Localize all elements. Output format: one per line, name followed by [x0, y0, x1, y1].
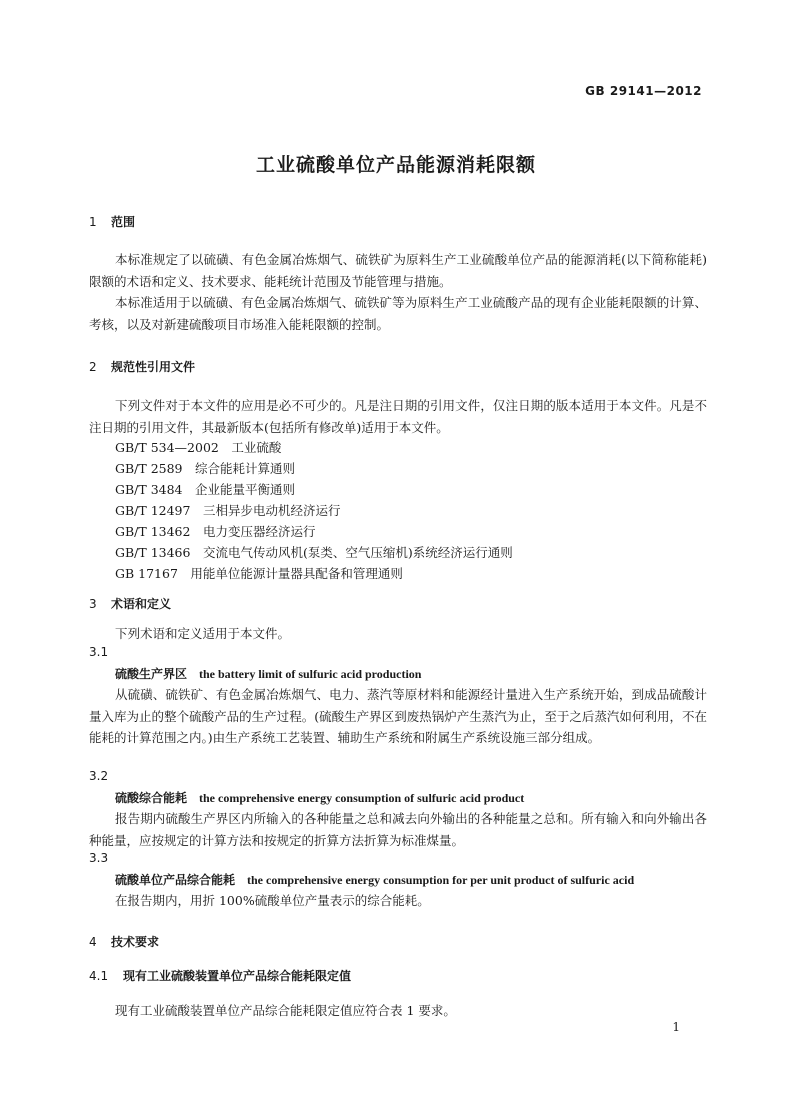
standard-code: GB 29141—2012	[585, 84, 702, 98]
subsection-title: 现有工业硫酸装置单位产品综合能耗限定值	[123, 969, 352, 983]
section-number: 1	[89, 215, 97, 229]
reference-item: GB/T 13462 电力变压器经济运行	[115, 524, 316, 539]
section-number: 2	[89, 360, 97, 374]
term-zh: 硫酸综合能耗	[115, 791, 188, 805]
section-title: 技术要求	[111, 935, 160, 949]
section-title: 规范性引用文件	[111, 360, 196, 374]
section-title: 术语和定义	[111, 597, 172, 611]
section-1-paragraph-2: 本标准适用于以硫磺、有色金属冶炼烟气、硫铁矿等为原料生产工业硫酸产品的现有企业能耗限额的计算、考核，以及对新建硫酸项目市场准入能耗限额的控制。	[89, 295, 707, 332]
clause-number: 3.2	[89, 769, 109, 783]
section-number: 3	[89, 597, 97, 611]
term-en: the comprehensive energy consumption for per unit product of sulfuric acid	[247, 873, 635, 887]
reference-item: GB/T 534—2002 工业硫酸	[115, 440, 282, 455]
term-heading	[115, 789, 524, 806]
section-number: 4	[89, 935, 97, 949]
section-1-heading	[89, 213, 135, 230]
reference-item: GB/T 3484 企业能量平衡通则	[115, 482, 296, 497]
reference-item: GB 17167 用能单位能源计量器具配备和管理通则	[115, 566, 403, 581]
term-zh: 硫酸生产界区	[115, 667, 188, 681]
term-zh: 硫酸单位产品综合能耗	[115, 873, 236, 887]
term-en: the comprehensive energy consumption of sulfuric acid product	[199, 791, 525, 805]
term-definition: 报告期内硫酸生产界区内所输入的各种能量之总和减去向外输出的各种能量之总和。所有输入和向外输出各种能量，应按规定的计算方法和按规定的折算方法折算为标准煤量。	[89, 811, 707, 848]
reference-item: GB/T 12497 三相异步电动机经济运行	[115, 503, 341, 518]
clause-number: 3.1	[89, 645, 109, 659]
term-definition: 在报告期内，用折 100%硫酸单位产量表示的综合能耗。	[115, 893, 430, 908]
section-4-paragraph-1: 现有工业硫酸装置单位产品综合能耗限定值应符合表 1 要求。	[115, 1003, 456, 1018]
reference-item: GB/T 2589 综合能耗计算通则	[115, 461, 296, 476]
section-2-paragraph-1: 下列文件对于本文件的应用是必不可少的。凡是注日期的引用文件，仅注日期的版本适用于本文件。凡是不注日期的引用文件，其最新版本(包括所有修改单)适用于本文件。	[89, 398, 707, 435]
document-title: 工业硫酸单位产品能源消耗限额	[255, 154, 536, 176]
section-title: 范围	[111, 215, 136, 229]
subsection-4-1-heading	[89, 967, 351, 984]
term-en: the battery limit of sulfuric acid production	[199, 667, 422, 681]
section-2-heading	[89, 358, 195, 375]
page-number: 1	[672, 1020, 680, 1034]
reference-item: GB/T 13466 交流电气传动风机(泵类、空气压缩机)系统经济运行通则	[115, 545, 513, 560]
section-1-paragraph-1: 本标准规定了以硫磺、有色金属冶炼烟气、硫铁矿为原料生产工业硫酸单位产品的能源消耗(以下简称能耗)限额的术语和定义、技术要求、能耗统计范围及节能管理与措施。	[89, 252, 707, 289]
subsection-number: 4.1	[89, 969, 109, 983]
section-4-heading	[89, 933, 159, 950]
clause-number: 3.3	[89, 851, 109, 865]
term-heading	[115, 871, 634, 888]
term-definition: 从硫磺、硫铁矿、有色金属冶炼烟气、电力、蒸汽等原材料和能源经计量进入生产系统开始，到成品硫酸计量入库为止的整个硫酸产品的生产过程。(硫酸生产界区到废热锅炉产生蒸汽为止，至于之后蒸汽如何利用，不在能耗的计算范围之内。)由生产系统工艺装置、辅助生产系统和附属生产系统设施三部分组成。	[89, 687, 707, 745]
section-3-intro: 下列术语和定义适用于本文件。	[115, 626, 291, 641]
section-3-heading	[89, 595, 171, 612]
term-heading	[115, 665, 421, 682]
